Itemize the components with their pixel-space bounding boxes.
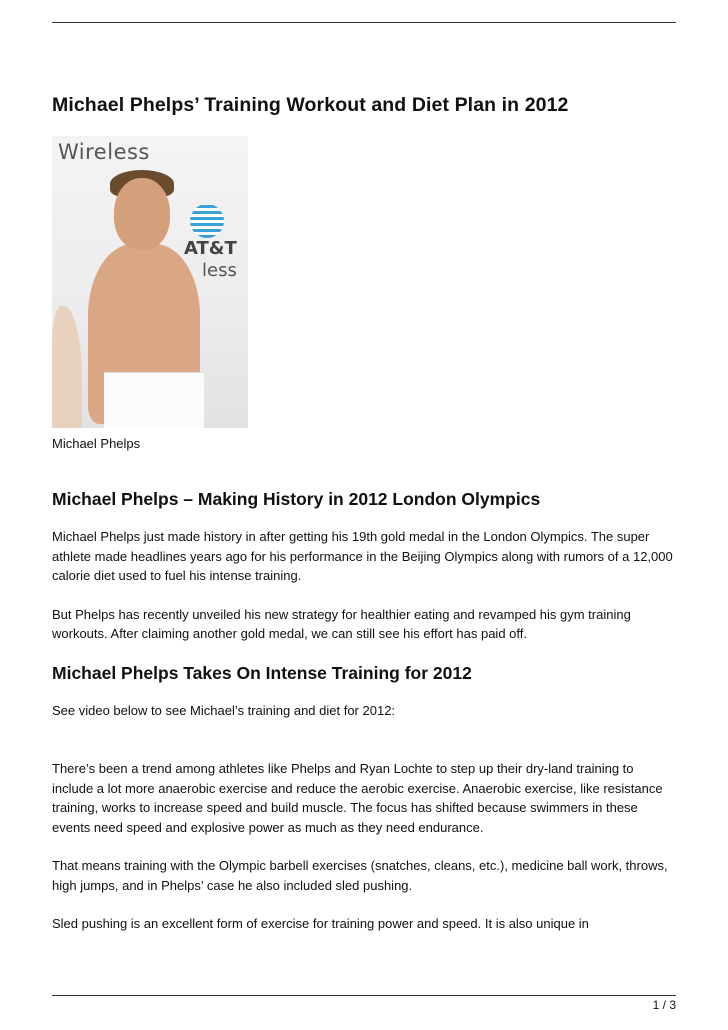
section-heading-history: Michael Phelps – Making History in 2012 London Olympics bbox=[52, 489, 541, 509]
document-body bbox=[52, 92, 676, 934]
person-towel bbox=[104, 372, 204, 428]
page-title: Michael Phelps’ Training Workout and Diet Plan in 2012 bbox=[52, 94, 569, 116]
header-rule bbox=[52, 22, 676, 23]
page-indicator: 1 / 3 bbox=[652, 998, 676, 1012]
background-figure bbox=[52, 306, 82, 428]
person-head bbox=[114, 178, 170, 250]
footer-rule bbox=[52, 995, 676, 996]
photo-brand-side-text: AT&T bbox=[184, 238, 237, 259]
paragraph: That means training with the Olympic barbell exercises (snatches, cleans, etc.), medicine ball work, throws, high jumps, and in Phelps’ case he also included sled pushing. bbox=[52, 858, 668, 893]
video-note: See video below to see Michael’s training and diet for 2012: bbox=[52, 702, 396, 718]
photo-brand-side-text-2: less bbox=[202, 260, 237, 281]
paragraph: There’s been a trend among athletes like Phelps and Ryan Lochte to step up their dry-land training to include a lot more anaerobic exercise and reduce the aerobic exercise. Anaerobic exercise, like resistance training, works to increase speed and build muscle. The focus has shifted because swimmers in these events need speed and explosive power as much as they need endurance. bbox=[52, 761, 663, 835]
athlete-photo bbox=[52, 136, 248, 428]
att-globe-logo bbox=[190, 204, 224, 238]
photo-brand-text: Wireless bbox=[58, 140, 150, 164]
section-heading-training: Michael Phelps Takes On Intense Training for 2012 bbox=[52, 662, 472, 683]
paragraph: But Phelps has recently unveiled his new strategy for healthier eating and revamped his gym training workouts. After claiming another gold medal, we can still see his effort has paid off. bbox=[52, 606, 631, 641]
paragraph: Michael Phelps just made history in after getting his 19th gold medal in the London Olympics. The super athlete made headlines years ago for his performance in the Beijing Olympics along with rumors of a 12,000 calorie diet used to fuel his intense training. bbox=[52, 529, 673, 583]
photo-caption: Michael Phelps bbox=[52, 436, 141, 451]
paragraph: Sled pushing is an excellent form of exercise for training power and speed. It is also unique in bbox=[52, 916, 589, 931]
